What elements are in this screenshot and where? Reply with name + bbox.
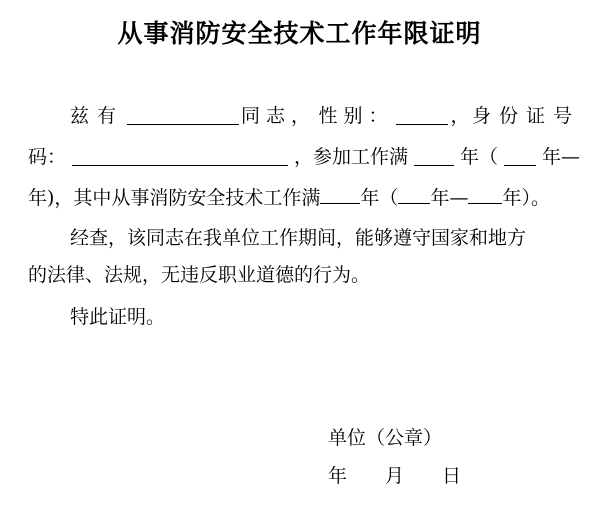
date-day-label: 日 (442, 465, 462, 487)
name-blank[interactable] (127, 102, 239, 125)
document-title: 从事消防安全技术工作年限证明 (117, 19, 482, 48)
fire-start-year-blank[interactable] (398, 181, 430, 204)
text-fire-work-label: 年)，其中从事消防安全技术工作满 (28, 187, 321, 209)
gender-blank[interactable] (396, 102, 448, 125)
text-zi-you: 兹有 (70, 105, 125, 127)
text-ma: 码： (28, 146, 67, 168)
paragraph-2-line-2: 的法律、法规，无违反职业道德的行为。 (28, 264, 371, 286)
text-year-dash: 年— (541, 146, 580, 168)
text-id-number-label: 身份证号 (471, 105, 580, 127)
date-year-label: 年 (328, 465, 348, 487)
text-gender-label: 性别： (318, 105, 394, 127)
fire-end-year-blank[interactable] (468, 181, 502, 204)
paragraph-2-line-1: 经查，该同志在我单位工作期间，能够遵守国家和地方 (70, 227, 527, 249)
date-month-label: 月 (385, 465, 405, 487)
text-comma: ， (450, 105, 470, 127)
paragraph-1-line-3 (28, 181, 580, 212)
text-year-dash-2: 年— (430, 187, 469, 209)
signature-date (328, 462, 461, 490)
paragraph-1-line-1 (70, 102, 580, 130)
text-year-open: 年（ (459, 146, 498, 168)
paragraph-3: 特此证明。 (70, 306, 166, 328)
text-year-open-2: 年（ (360, 187, 399, 209)
start-year-blank[interactable] (504, 143, 536, 166)
signature-unit-seal: 单位（公章） (328, 427, 443, 449)
text-work-years-label: ，参加工作满 (293, 146, 408, 168)
total-years-blank[interactable] (414, 143, 454, 166)
text-year-close: 年）。 (502, 187, 550, 209)
text-tong-zhi: 同志， (240, 105, 316, 127)
id-number-blank[interactable] (72, 143, 288, 166)
fire-years-blank[interactable] (320, 181, 360, 204)
paragraph-1-line-2 (28, 143, 580, 171)
